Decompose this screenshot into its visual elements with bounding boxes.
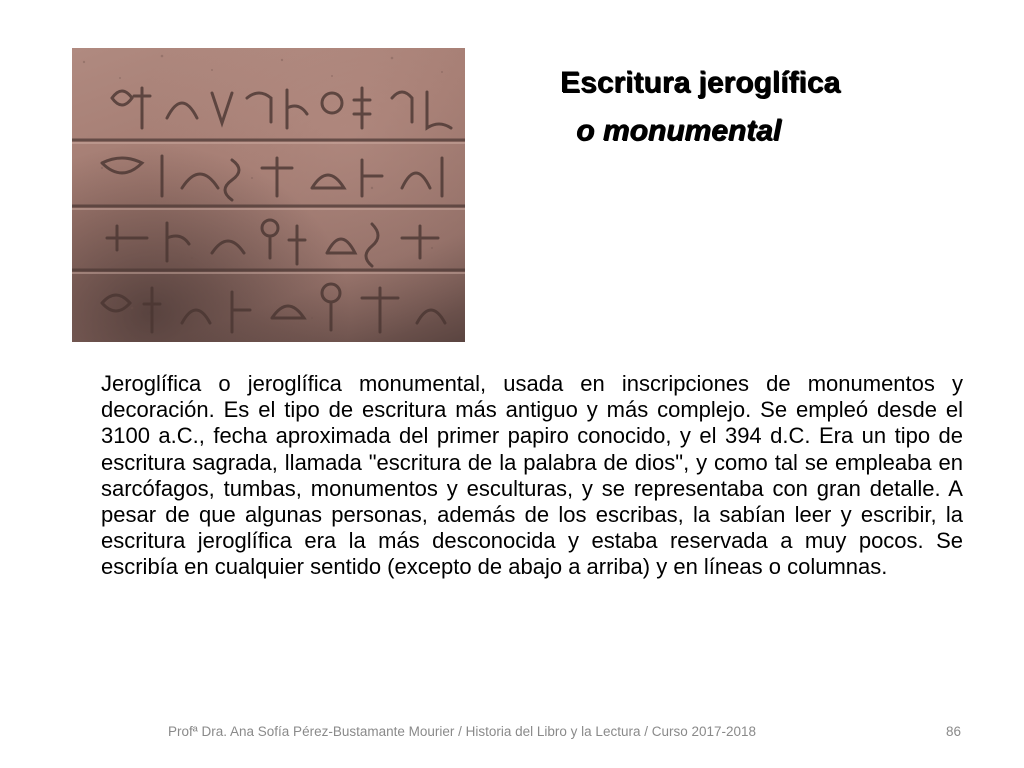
hieroglyph-stone-image	[72, 48, 465, 342]
slide-subtitle: o monumental	[576, 114, 782, 147]
slide-title: Escritura jeroglífica	[560, 66, 841, 99]
page-number: 86	[946, 724, 962, 739]
footer	[0, 724, 1024, 744]
hieroglyph-carving-icon	[72, 48, 465, 342]
footer-credit: Profª Dra. Ana Sofía Pérez-Bustamante Mourier / Historia del Libro y la Lectura / Curso 2017-2018	[168, 724, 757, 739]
body-paragraph: Jeroglífica o jeroglífica monumental, usada en inscripciones de monumentos y decoración. Es el tipo de escritura más antiguo y más complejo. Se empleó desde el 3100 a.C., fecha aproximada del primer papiro conocido, y el 394 d.C. Era un tipo de escritura sagrada, llamada "escritura de la palabra de dios", y como tal se empleaba en sarcófagos, tumbas, monumentos y esculturas, y se representaba con gran detalle. A pesar de que algunas personas, además de los escribas, la sabían leer y escribir, la escritura jeroglífica era la más desconocida y estaba reservada a muy pocos. Se escribía en cualquier sentido (excepto de abajo a arriba) y en líneas o columnas.	[101, 371, 963, 580]
